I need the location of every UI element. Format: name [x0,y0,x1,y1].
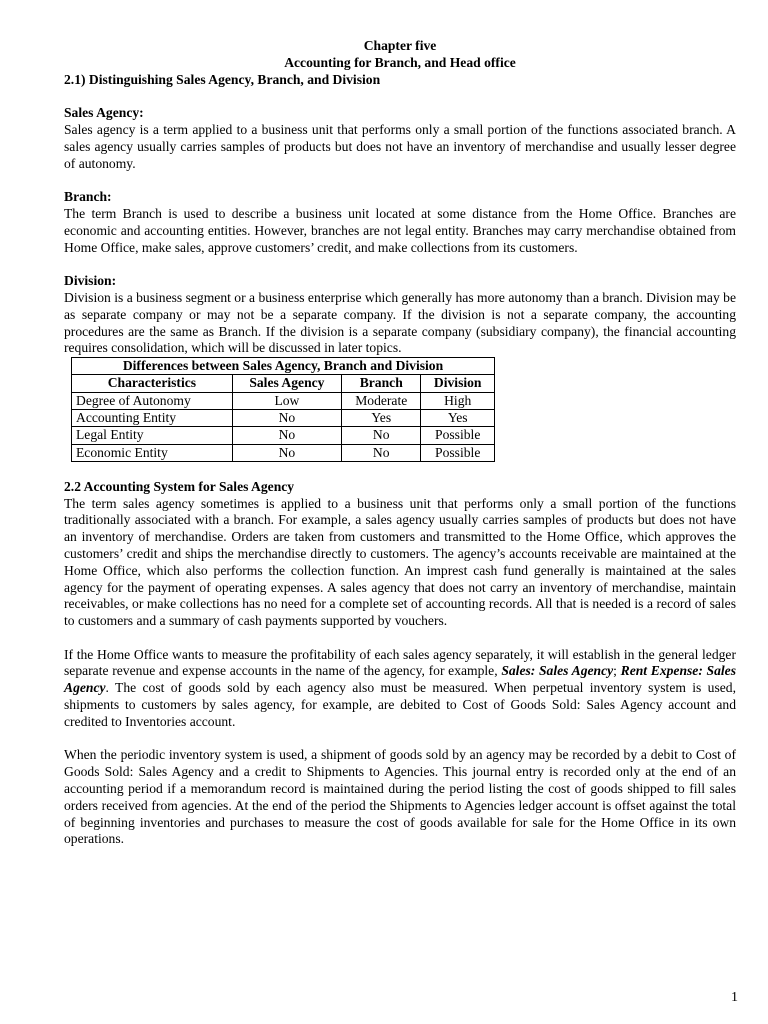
column-header: Sales Agency [232,375,341,392]
section-heading-2-2: 2.2 Accounting System for Sales Agency [64,478,295,494]
division-paragraph: Division is a business segment or a business enterprise which generally has more autonomy than a branch. Division may be as separate company or may not be a separate company. If the division is not a separate company, the accounting procedures are the same as Branch. If the division is a separate company (subsidiary company), the financial accounting requires consolidation, which will be discussed in later topics. [64,289,736,356]
paragraph-text: ; [613,663,621,679]
table-cell: Yes [342,410,421,427]
table-cell: High [421,392,495,409]
table-cell: Moderate [342,392,421,409]
sales-agency-system-paragraph-1: The term sales agency sometimes is applied to a business unit that performs only a small portion of the functions traditionally associated with a branch. For example, a sales agency usually carries samples of products but does not have an inventory of merchandise. Orders are taken from customers and transmitted to the Home Office, which approves the customers’ credit and ships the merchandise directly to customers. The agency’s accounts receivable are maintained at the Home Office, which also performs the collection function. An imprest cash fund generally is maintained at the sales agency for the payment of operating expenses. A sales agency that does not carry an inventory of merchandise, maintain receivables, or make collections has no need for a complete set of accounting records. All that is needed is a record of sales to customers and a summary of cash payments supported by vouchers. [64,495,736,629]
table-cell: No [342,444,421,461]
table-cell: Low [232,392,341,409]
spacer [64,731,736,748]
differences-table [71,357,495,462]
division-heading: Division: [64,273,117,289]
sales-agency-heading: Sales Agency: [64,105,144,121]
paragraph-text: . The cost of goods sold by each agency also must be measured. When perpetual inventory system is used, shipments to customers by sales agency, for example, are debited to Cost of Goods Sold: Sales Agency account and credited to Inventories account. [64,680,736,729]
table-cell: Legal Entity [72,427,233,444]
sales-agency-system-paragraph-3: When the periodic inventory system is used, a shipment of goods sold by an agency may be recorded by a debit to Cost of Goods Sold: Sales Agency and a credit to Shipments to Agencies. This journal entry is recorded only at the end of an accounting period if a memorandum record is maintained during the period listing the cost of goods shipped to fill sales orders received from agencies. At the end of the period the Shipments to Agencies ledger account is offset against the total of beginning inventories and purchases to measure the cost of goods available for sale for the Home Office in its own operations. [64,747,736,847]
table-row [72,410,495,427]
table-caption-row [72,358,495,375]
branch-paragraph: The term Branch is used to describe a business unit located at some distance from the Home Office. Branches are economic and accounting entities. However, branches are not legal entity. Branches may carry merchandise obtained from Home Office, make sales, approve customers’ credit, and make collections from its customers. [64,205,736,255]
page-content [64,38,736,848]
spacer [64,256,736,273]
spacer [64,88,736,105]
column-header: Branch [342,375,421,392]
sales-agency-paragraph: Sales agency is a term applied to a business unit that performs only a small portion of the functions associated branch. A sales agency usually carries samples of products but does not have an inventory of merchandise and usually lesser degree of autonomy. [64,121,736,171]
table-header-row [72,375,495,392]
page-number: 1 [731,990,738,1005]
chapter-title: Accounting for Branch, and Head office [284,54,516,70]
spacer [64,630,736,647]
table-cell: Economic Entity [72,444,233,461]
section-heading-2-1: 2.1) Distinguishing Sales Agency, Branch, and Division [64,71,381,87]
table-cell: Degree of Autonomy [72,392,233,409]
table-row [72,392,495,409]
sales-agency-system-paragraph-2 [64,647,736,731]
table-row [72,444,495,461]
column-header: Division [421,375,495,392]
table-caption: Differences between Sales Agency, Branch and Division [72,358,495,375]
table-cell: Accounting Entity [72,410,233,427]
table-cell: Possible [421,427,495,444]
table-cell: No [232,427,341,444]
table-cell: Possible [421,444,495,461]
branch-heading: Branch: [64,189,112,205]
column-header: Characteristics [72,375,233,392]
table-cell: Yes [421,410,495,427]
table-row [72,427,495,444]
account-name-rent: Rent Expense: Sales Agency [64,663,736,696]
paragraph-text: If the Home Office wants to measure the profitability of each sales agency separately, it will establish in the general ledger separate revenue and expense accounts in the name of the agency, for example, [64,646,736,679]
table-cell: No [232,410,341,427]
table-cell: No [342,427,421,444]
spacer [64,462,736,479]
table-cell: No [232,444,341,461]
spacer [64,172,736,189]
account-name-sales: Sales: Sales Agency [501,663,614,679]
chapter-label: Chapter five [363,38,437,53]
